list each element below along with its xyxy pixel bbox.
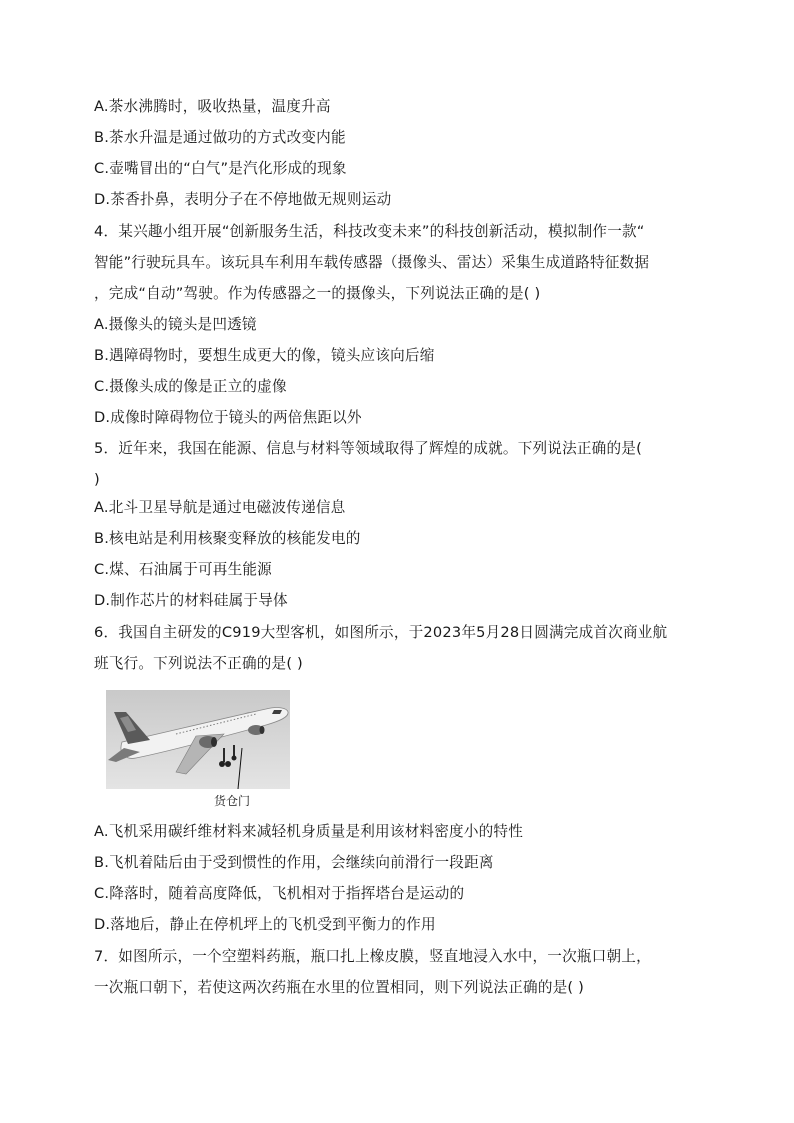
q4-stem-line3: ，完成“自动”驾驶。作为传感器之一的摄像头，下列说法正确的是( ) <box>94 285 541 302</box>
q6-stem-line1: 6．我国自主研发的C919大型客机，如图所示，于2023年5月28日圆满完成首次商业航 <box>94 624 668 641</box>
q6-option-d: D.落地后，静止在停机坪上的飞机受到平衡力的作用 <box>94 916 436 933</box>
q6-option-a: A.飞机采用碳纤维材料来减轻机身质量是利用该材料密度小的特性 <box>94 823 523 840</box>
q7-stem-line1: 7．如图所示，一个空塑料药瓶，瓶口扎上橡皮膜，竖直地浸入水中，一次瓶口朝上， <box>94 948 651 965</box>
q4-option-d: D.成像时障碍物位于镜头的两倍焦距以外 <box>94 409 362 426</box>
q4-option-c: C.摄像头成的像是正立的虚像 <box>94 378 287 395</box>
q4-stem-line2: 智能”行驶玩具车。该玩具车利用车载传感器（摄像头、雷达）采集生成道路特征数据 <box>94 254 650 271</box>
c919-airplane-image <box>106 690 290 789</box>
figure-caption-cargo-door: 货仓门 <box>214 794 251 808</box>
q5-option-b: B.核电站是利用核聚变释放的核能发电的 <box>94 530 361 547</box>
q4-option-b: B.遇障碍物时，要想生成更大的像，镜头应该向后缩 <box>94 347 435 364</box>
q7-stem-line2: 一次瓶口朝下，若使这两次药瓶在水里的位置相同，则下列说法正确的是( ) <box>94 979 585 996</box>
q3-option-a: A.茶水沸腾时，吸收热量，温度升高 <box>94 98 331 115</box>
q6-option-b: B.飞机着陆后由于受到惯性的作用，会继续向前滑行一段距离 <box>94 854 494 871</box>
q5-stem-line2: ) <box>94 471 100 488</box>
q4-stem-line1: 4．某兴趣小组开展“创新服务生活，科技改变未来”的科技创新活动，模拟制作一款“ <box>94 223 645 240</box>
q4-option-a: A.摄像头的镜头是凹透镜 <box>94 316 257 333</box>
q3-option-b: B.茶水升温是通过做功的方式改变内能 <box>94 129 346 146</box>
q5-option-c: C.煤、石油属于可再生能源 <box>94 561 272 578</box>
q5-stem-line1: 5．近年来，我国在能源、信息与材料等领域取得了辉煌的成就。下列说法正确的是( <box>94 440 642 457</box>
q5-option-a: A.北斗卫星导航是通过电磁波传递信息 <box>94 499 346 516</box>
q5-option-d: D.制作芯片的材料硅属于导体 <box>94 592 288 609</box>
q3-option-d: D.茶香扑鼻，表明分子在不停地做无规则运动 <box>94 191 392 208</box>
q6-option-c: C.降落时，随着高度降低，飞机相对于指挥塔台是运动的 <box>94 885 465 902</box>
q3-option-c: C.壶嘴冒出的“白气”是汽化形成的现象 <box>94 160 347 177</box>
q6-stem-line2: 班飞行。下列说法不正确的是( ) <box>94 655 303 672</box>
